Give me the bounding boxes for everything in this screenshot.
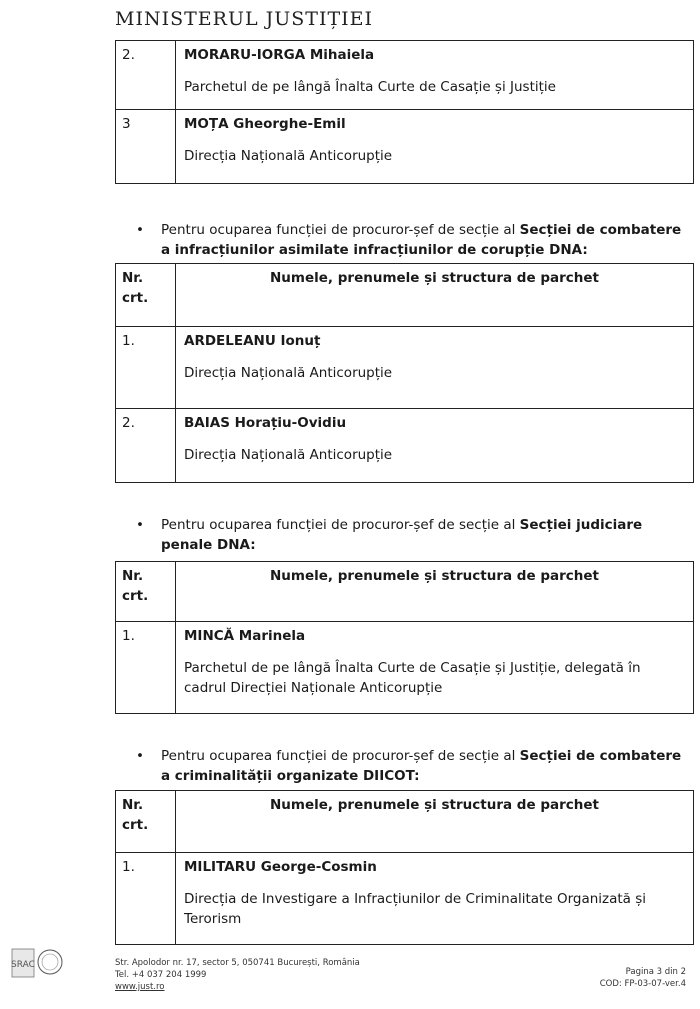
prosecutor-office: Direcția de Investigare a Infracțiunilor de Criminalitate Organizată și Terorism	[184, 891, 647, 927]
document-code: COD: FP-03-07-ver.4	[599, 979, 686, 989]
section-heading-text: Pentru ocuparea funcției de procuror-șef de secție al	[161, 517, 520, 533]
prosecutor-office: Direcția Națională Anticorupție	[184, 447, 393, 463]
row-content	[176, 409, 694, 483]
bullet-icon: •	[136, 517, 144, 533]
row-content	[176, 622, 694, 714]
row-content	[176, 110, 694, 184]
row-content	[176, 853, 694, 945]
nominee-table-2	[115, 561, 694, 714]
candidate-name: MORARU-IORGA Mihaiela	[184, 47, 375, 63]
table-row	[116, 622, 694, 714]
nominee-table-1	[115, 263, 694, 483]
table-header-row	[116, 264, 694, 327]
column-header-nr: Nr. crt.	[116, 791, 176, 853]
footer-page-info	[600, 966, 686, 990]
table-row	[116, 41, 694, 110]
candidate-name: MINCĂ Marinela	[184, 628, 306, 644]
row-number: 1.	[116, 853, 176, 945]
row-number: 2.	[116, 41, 176, 110]
section-heading-text: Pentru ocuparea funcției de procuror-șef de secție al	[161, 222, 520, 238]
prosecutor-office: Direcția Națională Anticorupție	[184, 365, 393, 381]
nominee-table-3	[115, 790, 694, 945]
candidate-name: MILITARU George-Cosmin	[184, 859, 377, 875]
footer-phone: Tel. +4 037 204 1999	[115, 970, 207, 980]
table-header-row	[116, 562, 694, 622]
logo-lettering: SRAC	[11, 960, 35, 970]
prosecutor-office: Parchetul de pe lângă Înalta Curte de Casație și Justiție	[184, 79, 556, 95]
bullet-icon: •	[136, 222, 144, 238]
certification-logo	[10, 945, 66, 985]
row-number: 1.	[116, 622, 176, 714]
section-heading-2	[136, 515, 684, 555]
page-number: Pagina 3 din 2	[625, 967, 686, 977]
table-row	[116, 327, 694, 409]
prosecutor-office: Direcția Națională Anticorupție	[184, 148, 393, 164]
column-header-nr: Nr. crt.	[116, 562, 176, 622]
row-content	[176, 327, 694, 409]
footer-website-link[interactable]: www.just.ro	[115, 982, 165, 992]
prosecutor-office: Parchetul de pe lângă Înalta Curte de Casație și Justiție, delegată în cadrul Direcției Naționale Anticorupție	[184, 660, 641, 696]
column-header-name: Numele, prenumele și structura de parchet	[176, 264, 694, 327]
page-header-title: MINISTERUL JUSTIȚIEI	[115, 8, 374, 30]
row-content	[176, 41, 694, 110]
table-row	[116, 853, 694, 945]
nominee-table-continued	[115, 40, 694, 184]
column-header-name: Numele, prenumele și structura de parchet	[176, 562, 694, 622]
row-number: 3	[116, 110, 176, 184]
footer-contact	[115, 957, 360, 993]
section-heading-bold: Secției de combatere a criminalității organizate DIICOT:	[161, 748, 682, 784]
bullet-icon: •	[136, 748, 144, 764]
table-row	[116, 409, 694, 483]
row-number: 2.	[116, 409, 176, 483]
footer-address: Str. Apolodor nr. 17, sector 5, 050741 București, România	[115, 958, 360, 968]
candidate-name: ARDELEANU Ionuț	[184, 333, 321, 349]
section-heading-text: Pentru ocuparea funcției de procuror-șef de secție al	[161, 748, 520, 764]
table-row	[116, 110, 694, 184]
section-heading-3	[136, 746, 684, 786]
column-header-nr: Nr. crt.	[116, 264, 176, 327]
section-heading-1	[136, 220, 684, 260]
section-heading-bold: Secției de combatere a infracțiunilor asimilate infracțiunilor de corupție DNA:	[161, 222, 682, 258]
column-header-name: Numele, prenumele și structura de parchet	[176, 791, 694, 853]
candidate-name: MOȚA Gheorghe-Emil	[184, 116, 346, 132]
table-header-row	[116, 791, 694, 853]
candidate-name: BAIAS Horațiu-Ovidiu	[184, 415, 347, 431]
row-number: 1.	[116, 327, 176, 409]
section-heading-bold: Secției judiciare penale DNA:	[161, 517, 643, 553]
